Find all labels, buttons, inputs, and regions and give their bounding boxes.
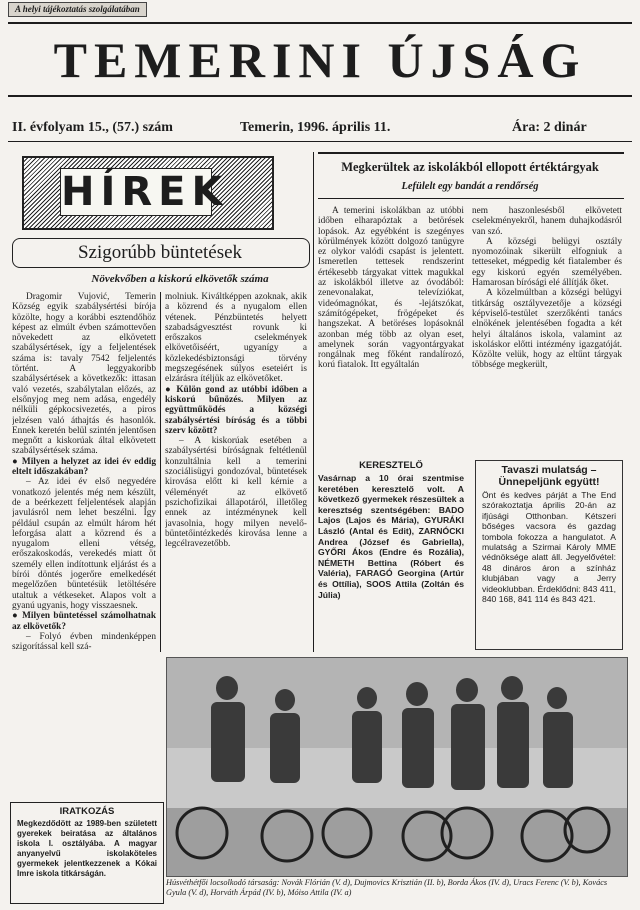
main-article-col1	[12, 292, 156, 798]
issue-price: Ára: 2 dinár	[512, 120, 587, 135]
question: ● Külön gond az utóbbi időben a kiskorú bűnözés. Milyen az együttműködés a községi szabálysértési bíróság és a többi szerv között?	[165, 384, 307, 436]
hirek-badge	[22, 156, 274, 230]
masthead-rule-top	[8, 22, 632, 24]
paragraph: molniuk. Kiváltképpen azoknak, akik a közrend és a nyugalom ellen vétenek. Pénzbüntetés helyett szabadságvesztést rovunk ki erőszakos cselekmények elkövetőiséért, ugyanígy a közlekedésbiztonsági törvény megszegésének súlyos eseteiért is elzárásra ítéljük az elkövetőket.	[165, 292, 307, 385]
paragraph: A községi belügyi osztály nyomozóinak sikerült elfogniuk a tetteseket, mégpedig két fiatalember és egy kiskorú egyén személyében. Hamarosan bírósági elé állítják őket.	[472, 236, 622, 289]
question: ● Milyen büntetéssel számolhatnak az elkövetők?	[12, 611, 156, 632]
event-box	[475, 460, 623, 650]
keresztelo-title: KERESZTELŐ	[359, 460, 423, 471]
issue-rule	[8, 141, 632, 142]
masthead-rule-bottom	[8, 95, 632, 97]
iratkozas-text: Megkezdődött az 1989-ben született gyerekek beiratása az általános iskola I. osztályába. A magyar anyanyelvű iskolaköteles gyermekek jelentkezzenek a Kókai Imre iskola titkárságán.	[17, 819, 157, 878]
masthead-title: TEMERINI ÚJSÁG	[53, 32, 587, 88]
main-headline: Szigorúbb büntetések	[77, 242, 243, 263]
paragraph: – A kiskorúak esetében a szabálysértési bíróságnak feltétlenül konzultálnia kell a temerini szociálisügyi gondozóval, büntetések kirovása előtt ki kell kérnie a véleményét az elkövető pszichofizikai állapotáról, illetőleg ennek az intézménynek kell javasolnia, hogy milyen nevelő-büntetőintézkedés kirovása lenne a legcélravezetőbb.	[165, 436, 307, 550]
photo-caption: Húsvéthétfői locsolkodó társaság: Novák Flórián (V. d), Dujmovics Krisztián (II. b), Borda Ákos (IV. d), Uracs Ferenc (V. b), Kovács Gyula (V. d), Horváth Árpád (IV. b), Móiso Attila (IV. a)	[166, 878, 608, 897]
iratkozas-box	[10, 802, 164, 904]
iratkozas-title: IRATKOZÁS	[59, 806, 115, 817]
event-title: Tavaszi mulatság – Ünnepeljünk együtt!	[498, 464, 600, 488]
paragraph: A közelmúltban a községi belügyi titkárság osztályvezetője a községi képviselő-testület szerzőkénti tanács elnökének jelentésében fogadta a két helyi általános iskola, valamint az iskoláskor előtti intézmény igazgatóját. Közölte velük, hogy az eltűnt tárgyak többsége megkerült,	[472, 288, 622, 371]
keresztelo-text: Vasárnap a 10 órai szentmise keretében keresztelő volt. A következő gyermekek részesültek a keresztség szentségében: BADO Lajos (Lajos és Mária), GYURÁKI László (Antal és Edit), ZARNÓCKI Andrea (József és Gabriella), GYŐRI Ákos (Endre és Rozália), NÉMETH Bettina (Róbert és Valéria), FARAGÓ Georgina (Artúr és Ottília), SOOS Attila (Zoltán és Júlia)	[318, 473, 464, 600]
group-photo	[166, 657, 628, 877]
issue-date: Temerin, 1996. április 11.	[240, 120, 391, 135]
section-rule	[313, 152, 314, 652]
school-article-col2	[472, 206, 622, 456]
paragraph: A temerini iskolákban az utóbbi időben elharapóztak a betörések lopások. Az egyébként is szegényes körülmények között dolgozó tanügyre ez olykor valódi csapást is jelentett. Ismeretlen tettesek rendszerint értékesebb tárgyakat vittek magukkal az iskolákból illetve az óvodából: zenevonalakat, televíziókat, videómagnókat, és -lejátszókat, számítógépeket, frögépeket és hangszekat. A betöréses lopásoknál azonban még több az olyan eset, amelynek során vagyontárgyakat rongálnak meg főként randalírozó, korú fiatalok. Itt egyáltalán	[318, 206, 464, 371]
paragraph: – Folyó évben mindenképpen szigorítással kell szá-	[12, 631, 156, 653]
school-article-col1	[318, 206, 464, 456]
event-text: Önt és kedves párját a The End szórakoztatja április 20-án az ifjúsági Otthonban. Kétszeri bőséges vacsora és gazdag tombola fokozza a hangulatot. A mulatság a Szirmai Károly MME védnöksége alatt áll. Jegyelővétel: 48 dináros áron a színház klubjában vagy a Jerry videoklubban. Érdeklődni: 843 411, 840 168, 841 114 és 843 421.	[482, 490, 616, 605]
hirek-label: HÍREK	[61, 169, 229, 215]
masthead-tagline: A helyi tájékoztatás szolgálatában	[8, 2, 147, 17]
keresztelo-box	[318, 460, 464, 650]
school-rule-bottom	[318, 198, 624, 199]
paragraph: Dragomir Vujović, Temerin Község egyik szabálysértési bírója közölte, hogy a korábbi esztendőhöz képest az elmúlt évben számottevően növekedett az elkövetett szabálysértések, így a feljelentések száma is: tavaly 7542 feljelentés történt. A leggyakoribb szabálysértések a következők: ittasan való vezetés, szabálytalan előzés, az elsőnyjog meg nem adása, engedély nélküli gépkocsivezetés, a piros jelzésen való áthajtás és hasonlók. Ennek keretén belül szintén jelentősen megnőtt a kiskorúak által elkövetett szabálysértések száma.	[12, 292, 156, 457]
issue-number: II. évfolyam 15., (57.) szám	[12, 120, 173, 135]
paragraph: – Az idei év első negyedére vonatkozó jelentés még nem készült, de a beérkezett feljelentések alapján javulásról nem lehet beszélni. Így például csupán az elmúlt három hét leforgása alatt a közrend és a nyugalom elleni vétség, erőszakoskodás, verekedés miatt öt személy ellen indítottunk eljárást és a bírói döntés jogerőre emelkedését megelőzően büntetésük letöltésére utaltuk a vétkeseket. Alapos volt a gyanú ugyanis, hogy visszaesnek.	[12, 477, 156, 611]
paragraph: nem haszonlesésből elkövetett cselekményekről, hanem duhajkodásról van szó.	[472, 206, 622, 237]
photo-illustration	[167, 658, 627, 876]
school-article-title: Megkerültek az iskolákból ellopott értéktárgyak	[341, 160, 599, 174]
main-subhead: Növekvőben a kiskorú elkövetők száma	[91, 273, 269, 285]
column-rule	[160, 292, 161, 652]
main-article-col2	[165, 292, 307, 652]
school-article-subhead: Lefülelt egy bandát a rendőrség	[401, 181, 539, 192]
school-rule-top	[318, 152, 624, 154]
question: ● Milyen a helyzet az idei év eddig eltelt időszakában?	[12, 456, 156, 478]
